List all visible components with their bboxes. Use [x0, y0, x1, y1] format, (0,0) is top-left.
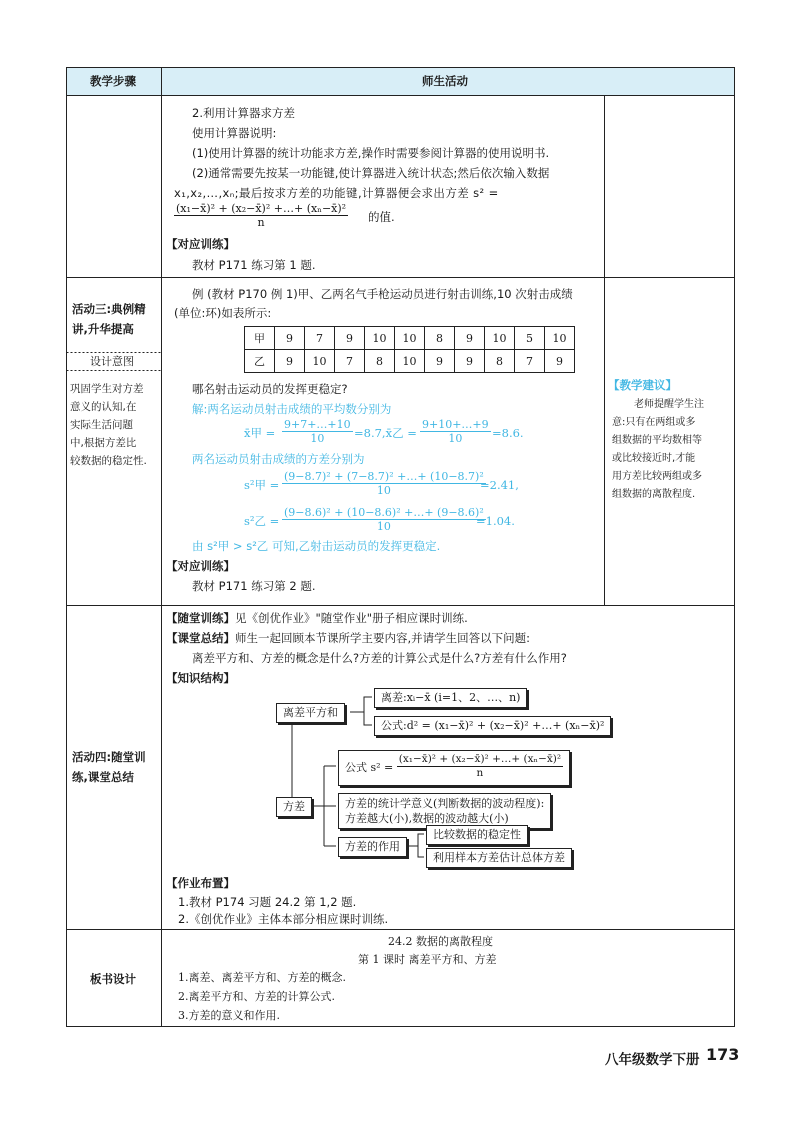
- var-yi-frac: $\frac{\text{(9−8.6)² + (10−8.6)² +…+ (9−8.6)²}}{10}$: [284, 506, 484, 533]
- design-intent-text: 巩固学生对方差 意义的认知,在 实际生活问题 中,根据方差比 较数据的稳定性.: [70, 383, 147, 467]
- example-line-b: (单位:环)如表所示:: [174, 306, 272, 320]
- score-cell: 10: [485, 327, 515, 350]
- training-label-2: 【对应训练】: [166, 559, 235, 573]
- var-jia-lhs: s²甲 =: [244, 478, 280, 492]
- header-steps: 教学步骤: [90, 74, 136, 88]
- calc-step-2b: x₁,x₂,…,xₙ;最后按求方差的功能键,计算器便会求出方差 s² =: [174, 186, 499, 200]
- variance-formula: $\frac{\text{(x₁−x̄)² + (x₂−x̄)² +…+ (xₙ−x̄)²}}{n}$: [176, 202, 347, 229]
- structure-label: 【知识结构】: [166, 671, 235, 685]
- activity3-label-2: 讲,升华提高: [72, 322, 134, 336]
- teaching-suggestion-title: 【教学建议】: [608, 378, 677, 392]
- score-cell: 8: [485, 350, 515, 373]
- var-jia-frac: $\frac{\text{(9−8.7)² + (7−8.7)² +…+ (10−8.7)²}}{10}$: [284, 470, 484, 497]
- summary-line: 【课堂总结】师生一起回顾本节课所学主要内容,并请学生回答以下问题:: [166, 631, 531, 645]
- score-cell: 7: [515, 350, 545, 373]
- footer-book-title: 八年级数学下册: [605, 1052, 700, 1068]
- node-lichapingfanghe: 离差平方和: [276, 703, 345, 723]
- score-cell: 9: [425, 350, 455, 373]
- node-fangcha-zuoyong: 方差的作用: [338, 837, 407, 857]
- score-cell: 9: [275, 327, 305, 350]
- page-number: 173: [706, 1045, 740, 1064]
- score-cell: 10: [545, 327, 575, 350]
- board-title-2: 第 1 课时 离差平方和、方差: [358, 953, 497, 966]
- board-line-2: 2.离差平方和、方差的计算公式.: [178, 990, 335, 1003]
- node-fangcha: 方差: [276, 797, 312, 817]
- teaching-suggestion-text: 老师提醒学生注 意:只有在两组或多 组数据的平均数相等 或比较接近时,才能 用方差比较两组或多 组数据的离散程度.: [612, 399, 704, 500]
- training-text-2: 教材 P171 练习第 2 题.: [192, 579, 316, 593]
- mean-yi-frac: $\frac{9+10+\dots+9}{10}$: [422, 418, 489, 445]
- training-label-1: 【对应训练】: [166, 237, 235, 251]
- score-cell: 7: [335, 350, 365, 373]
- score-cell: 9: [455, 350, 485, 373]
- score-cell: 9: [335, 327, 365, 350]
- var-yi-lhs: s²乙 =: [244, 514, 280, 528]
- node-formula-s: 公式 s² = $\frac{\text{(x₁−x̄)² + (x₂−x̄)² +…+ (xₙ−x̄)²}}{n}$: [338, 750, 570, 786]
- summary-questions: 离差平方和、方差的概念是什么?方差的计算公式是什么?方差有什么作用?: [192, 651, 567, 665]
- row-name: 乙: [245, 350, 275, 373]
- mean-jia-lhs: x̄甲 =: [244, 426, 276, 440]
- score-cell: 9: [275, 350, 305, 373]
- solution-line-1: 解:两名运动员射击成绩的平均数分别为: [192, 402, 392, 416]
- board-line-1: 1.离差、离差平方和、方差的概念.: [178, 971, 346, 984]
- activity4-label-2: 练,课堂总结: [72, 770, 134, 784]
- design-intent-title: 设计意图: [90, 355, 134, 368]
- score-cell: 10: [305, 350, 335, 373]
- node-compare-stability: 比较数据的稳定性: [426, 825, 528, 845]
- example-line-a: 例 (教材 P170 例 1)甲、乙两名气手枪运动员进行射击训练,10 次射击成绩: [192, 287, 573, 301]
- node-statistics-meaning: 方差的统计学意义(判断数据的波动程度): 方差越大(小),数据的波动越大(小): [338, 793, 551, 829]
- score-cell: 9: [455, 327, 485, 350]
- node-licha: 离差:xᵢ−x̄ (i=1、2、…、n): [374, 688, 527, 708]
- score-cell: 9: [545, 350, 575, 373]
- calc-step-2a: (2)通常需要先按某一功能键,使计算器进入统计状态;然后依次输入数据: [192, 166, 550, 180]
- practice-line: 【随堂训练】见《创优作业》"随堂作业"册子相应课时训练.: [166, 611, 468, 625]
- example-question: 哪名射击运动员的发挥更稳定?: [192, 382, 348, 396]
- score-cell: 10: [395, 327, 425, 350]
- score-cell: 7: [305, 327, 335, 350]
- formula-tail: 的值.: [368, 210, 395, 224]
- score-cell: 10: [365, 327, 395, 350]
- row-name: 甲: [245, 327, 275, 350]
- homework-label: 【作业布置】: [166, 876, 235, 890]
- solution-line-2: 两名运动员射击成绩的方差分别为: [192, 452, 365, 466]
- var-yi-rhs: =1.04.: [476, 514, 515, 528]
- var-jia-rhs: =2.41,: [480, 478, 519, 492]
- training-text-1: 教材 P171 练习第 1 题.: [192, 258, 316, 272]
- board-line-3: 3.方差的意义和作用.: [178, 1009, 280, 1022]
- score-cell: 8: [425, 327, 455, 350]
- activity4-label-1: 活动四:随堂训: [72, 750, 146, 764]
- homework-2: 2.《创优作业》主体本部分相应课时训练.: [178, 912, 389, 926]
- mean-yi-rhs: =8.6.: [492, 426, 524, 440]
- node-formula-d: 公式:d² = (x₁−x̄)² + (x₂−x̄)² +…+ (xₙ−x̄)²: [374, 716, 611, 736]
- activity3-label-1: 活动三:典例精: [72, 302, 146, 316]
- solution-conclusion: 由 s²甲 > s²乙 可知,乙射击运动员的发挥更稳定.: [192, 539, 441, 553]
- mean-jia-frac: $\frac{9+7+\dots+10}{10}$: [284, 418, 351, 445]
- node-estimate-population: 利用样本方差估计总体方差: [426, 848, 572, 868]
- score-cell: 5: [515, 327, 545, 350]
- board-label: 板书设计: [90, 972, 136, 986]
- score-cell: 10: [395, 350, 425, 373]
- score-cell: 8: [365, 350, 395, 373]
- mean-jia-rhs: =8.7,x̄乙 =: [354, 426, 417, 440]
- calc-intro: 使用计算器说明:: [192, 126, 277, 140]
- board-title-1: 24.2 数据的离散程度: [388, 935, 493, 948]
- calc-step-1: (1)使用计算器的统计功能求方差,操作时需要参阅计算器的使用说明书.: [192, 146, 550, 160]
- section-title: 2.利用计算器求方差: [192, 106, 295, 120]
- homework-1: 1.教材 P174 习题 24.2 第 1,2 题.: [178, 895, 357, 909]
- header-activities: 师生活动: [422, 74, 468, 88]
